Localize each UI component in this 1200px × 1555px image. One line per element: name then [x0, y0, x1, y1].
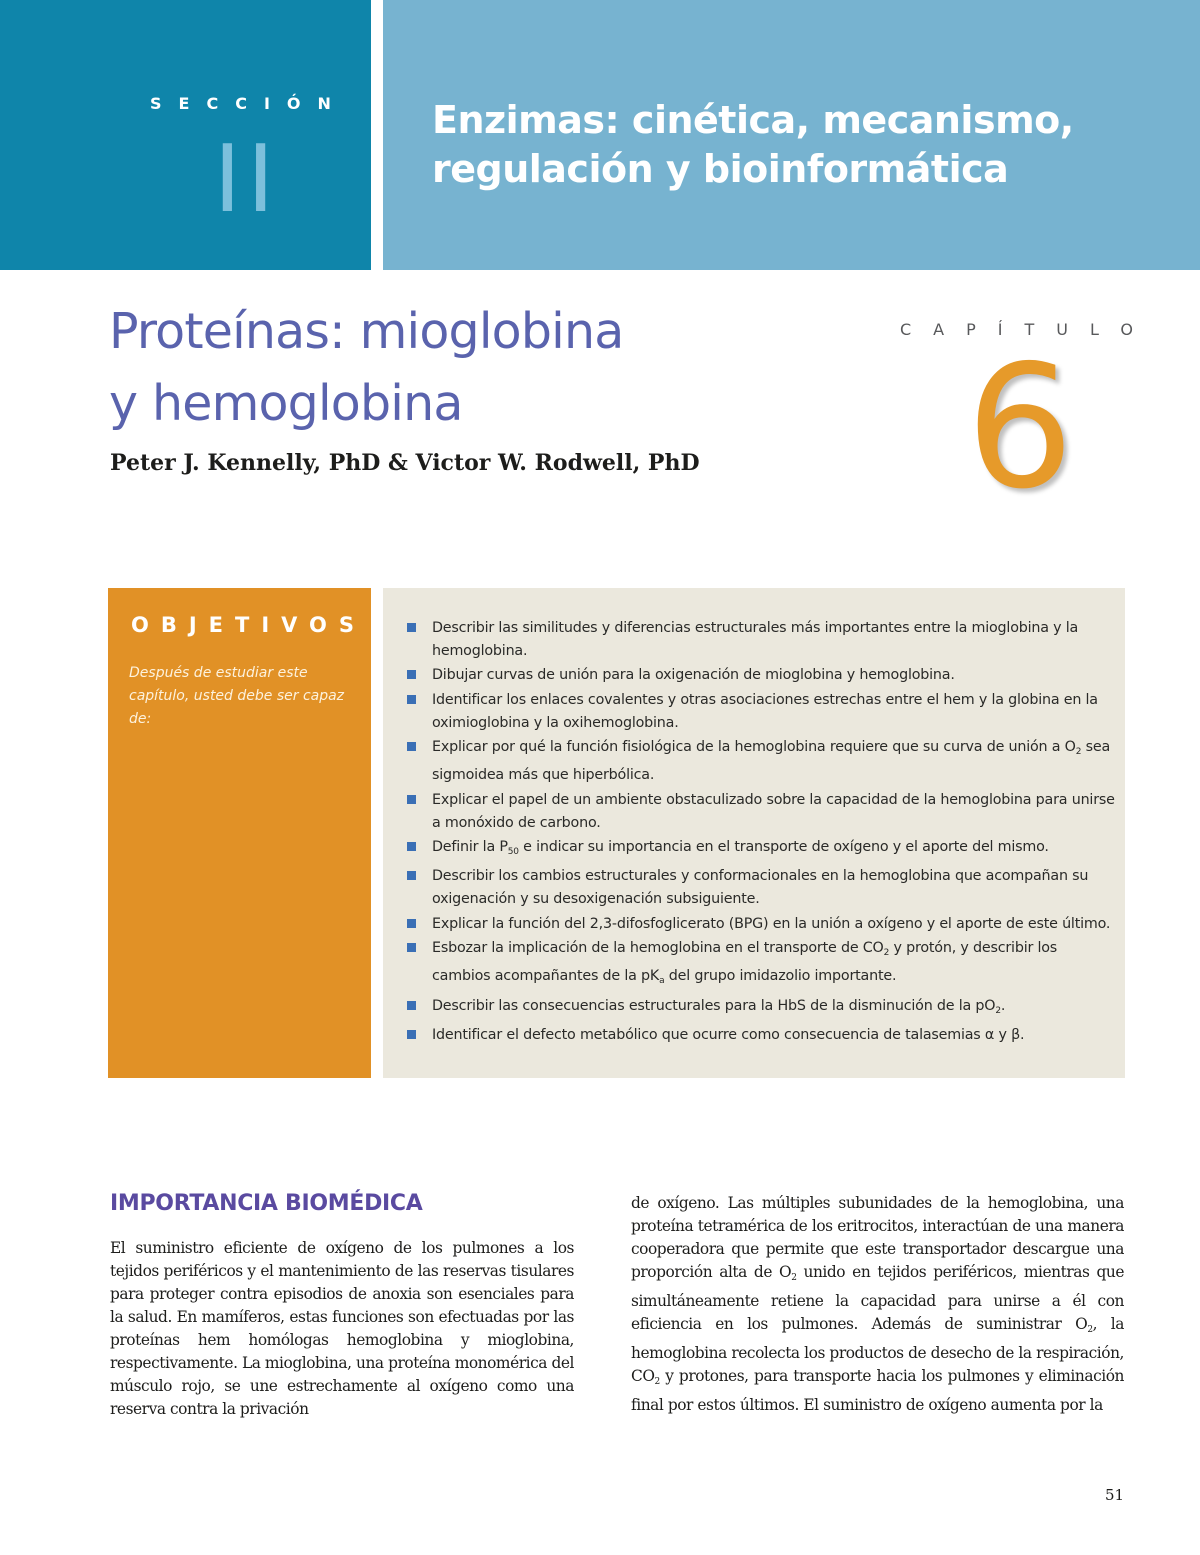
objective-item: Describir los cambios estructurales y conformacionales en la hemoglobina que acompañan su oxigenación y su desoxigenación subsiguiente.	[405, 865, 1117, 911]
page-number: 51	[1105, 1486, 1125, 1504]
square-bullet-icon	[407, 1001, 416, 1010]
objective-item: Identificar los enlaces covalentes y otras asociaciones estrechas entre el hem y la globina en la oximioglobina y la oxihemoglobina.	[405, 689, 1117, 735]
square-bullet-icon	[407, 842, 416, 851]
square-bullet-icon	[407, 670, 416, 679]
body-paragraph-right: de oxígeno. Las múltiples subunidades de la hemoglobina, una proteína tetramérica de los eritrocitos, interactúan de una manera cooperadora que permite que este transportador descargue una proporción alta de $O_2$ unido en tejidos periféricos, mientras que simultáneamente retiene la capacidad para unirse a él con eficiencia en los pulmones. Además de suministrar $O_2$, la hemoglobina recolecta los productos de desecho de la respiración, $CO_2$ y protones, para transporte hacia los pulmones y eliminación final por estos últimos. El suministro de oxígeno aumenta por la	[631, 1194, 1124, 1414]
square-bullet-icon	[407, 943, 416, 952]
square-bullet-icon	[407, 871, 416, 880]
objective-item: Explicar la función del 2,3-difosfoglicerato (BPG) en la unión a oxígeno y el aporte de este último.	[405, 913, 1117, 936]
objective-item: Describir las similitudes y diferencias estructurales más importantes entre la mioglobina y la hemoglobina.	[405, 617, 1117, 663]
objective-item: Identificar el defecto metabólico que ocurre como consecuencia de talasemias α y β.	[405, 1024, 1117, 1047]
chapter-authors: Peter J. Kennelly, PhD & Victor W. Rodwell, PhD	[110, 450, 700, 476]
objectives-intro: Después de estudiar este capítulo, usted debe ser capaz de:	[129, 665, 345, 727]
section-heading: IMPORTANCIA BIOMÉDICA	[110, 1191, 423, 1216]
section-label: SECCIÓN	[150, 94, 348, 113]
square-bullet-icon	[407, 1030, 416, 1039]
chapter-title	[109, 296, 829, 440]
objective-item: Dibujar curvas de unión para la oxigenación de mioglobina y hemoglobina.	[405, 664, 1117, 687]
section-title	[432, 96, 1172, 194]
square-bullet-icon	[407, 742, 416, 751]
section-number: II	[213, 122, 281, 232]
objectives-list	[405, 617, 1117, 1048]
square-bullet-icon	[407, 623, 416, 632]
square-bullet-icon	[407, 695, 416, 704]
chapter-label: CAPÍTULO	[900, 320, 1155, 339]
objective-item: Explicar por qué la función fisiológica de la hemoglobina requiere que su curva de unión a $O_2$ sea sigmoidea más que hiperbólica.	[405, 736, 1117, 787]
square-bullet-icon	[407, 919, 416, 928]
objective-item: Esbozar la implicación de la hemoglobina en el transporte de $CO_2$ y protón, y describir los cambios acompañantes de la $pK_a$ del grupo imidazolio importante.	[405, 937, 1117, 993]
chapter-title-line-2: y hemoglobina	[109, 375, 463, 432]
objective-item: Explicar el papel de un ambiente obstaculizado sobre la capacidad de la hemoglobina para unirse a monóxido de carbono.	[405, 789, 1117, 835]
objective-item: Definir la $P_{50}$ e indicar su importancia en el transporte de oxígeno y el aporte del mismo.	[405, 836, 1117, 864]
square-bullet-icon	[407, 795, 416, 804]
chapter-number: 6	[965, 329, 1075, 527]
chapter-title-line-1: Proteínas: mioglobina	[109, 303, 624, 360]
section-title-line-1: Enzimas: cinética, mecanismo,	[432, 98, 1074, 142]
section-title-line-2: regulación y bioinformática	[432, 147, 1009, 191]
objectives-heading: OBJETIVOS	[131, 613, 367, 637]
objective-item: Describir las consecuencias estructurales para la HbS de la disminución de la $pO_2$.	[405, 995, 1117, 1023]
body-paragraph-left: El suministro eficiente de oxígeno de los pulmones a los tejidos periféricos y el mantenimiento de las reservas tisulares para proteger contra episodios de anoxia son esenciales para la salud. En mamíferos, estas funciones son efectuadas por las proteínas hem homólogas hemoglobina y mioglobina, respectivamente. La mioglobina, una proteína monomérica del músculo rojo, se une estrechamente al oxígeno como una reserva contra la privación	[110, 1239, 574, 1418]
